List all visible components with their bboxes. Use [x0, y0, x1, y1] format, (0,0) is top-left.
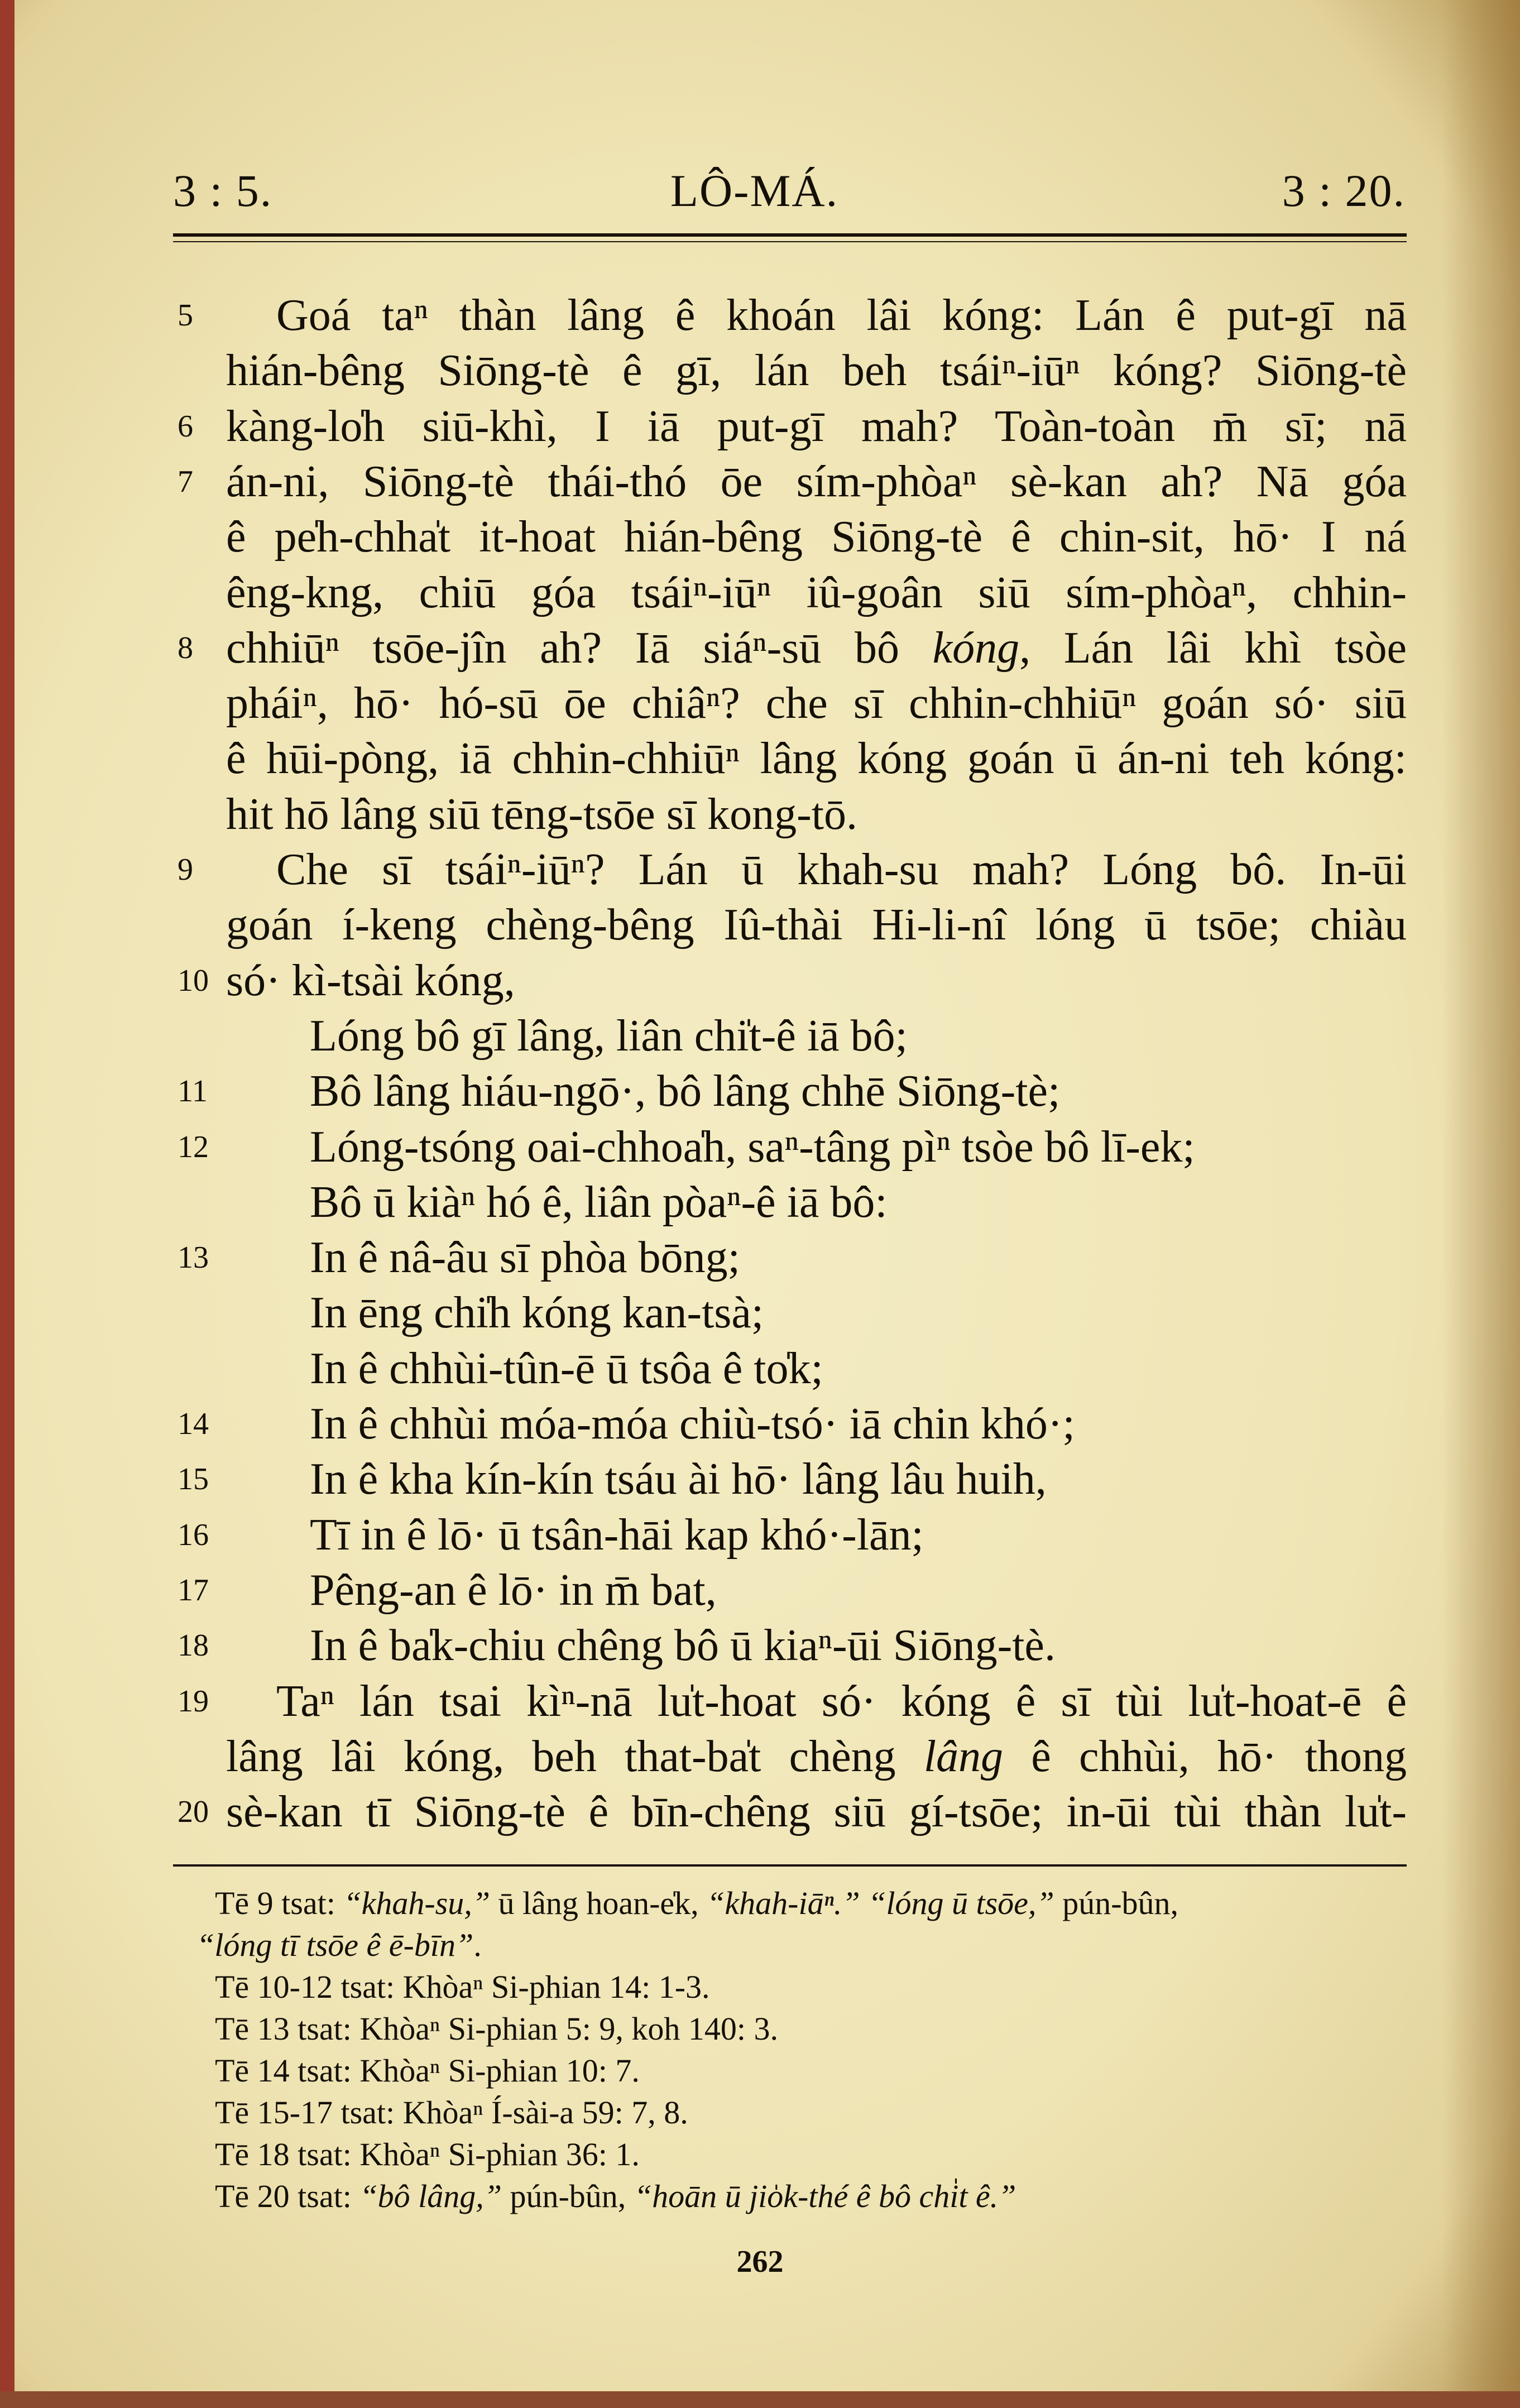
poetry-line [310, 1451, 1407, 1507]
footnote [215, 2133, 1407, 2175]
page-edge-left [0, 0, 15, 2408]
text-line [226, 842, 1407, 898]
footnote [196, 1924, 1388, 1966]
text-segment: Tē 10-12 tsat: Khòaⁿ Si-phian 14: 1-3. [215, 1969, 710, 2005]
text-line [226, 1729, 1407, 1785]
text-segment: In ê ba̍k-chiu chêng bô ū kiaⁿ-ūi Siōng-tè. [310, 1621, 1056, 1671]
text-line [226, 620, 1407, 676]
text-segment: só· kì-tsài kóng, [226, 956, 515, 1005]
text-segment: sè-kan tī Siōng-tè ê bīn-chêng siū gí-tsōe; in-ūi tùi thàn lu̍t- [226, 1787, 1407, 1837]
text-segment: Tē 14 tsat: Khòaⁿ Si-phian 10: 7. [215, 2052, 640, 2089]
footnote [215, 2175, 1407, 2217]
text-segment: Tē 18 tsat: Khòaⁿ Si-phian 36: 1. [215, 2136, 640, 2172]
text-segment: hián-bêng Siōng-tè ê gī, lán beh tsáiⁿ-iūⁿ kóng? Siōng-tè [226, 346, 1407, 396]
text-segment: ū lâng hoan-e̍k, [490, 1885, 707, 1921]
verse-number: 19 [178, 1683, 209, 1719]
text-segment: Lóng bô gī lâng, liân chi̍t-ê iā bô; [310, 1011, 908, 1061]
text-segment: Tē 9 tsat: [215, 1885, 344, 1921]
text-segment: Taⁿ lán tsai kìⁿ-nā lu̍t-hoat só· kóng ê sī tùi lu̍t-hoat-ē ê [276, 1676, 1407, 1726]
poetry-line [310, 1230, 1407, 1285]
italic-text: “lóng tī tsōe ê ē-bīn” [196, 1927, 474, 1963]
poetry-line [310, 1507, 1407, 1563]
text-segment: , Lán lâi khì tsòe [1019, 623, 1407, 673]
italic-text: lâng [923, 1731, 1004, 1781]
text-line [226, 399, 1407, 454]
footnote [215, 1882, 1407, 1924]
text-segment: chhiūⁿ tsōe-jîn ah? Iā siáⁿ-sū bô [226, 623, 933, 673]
text-segment [860, 1885, 869, 1921]
text-segment: Tē 13 tsat: Khòaⁿ Si-phian 5: 9, koh 140: 3. [215, 2011, 778, 2047]
page-number: 262 [736, 2244, 784, 2279]
verse-number: 6 [178, 409, 193, 444]
poetry-line [310, 1119, 1407, 1175]
poetry-line [310, 1008, 1407, 1064]
text-line [226, 897, 1407, 953]
text-segment: pún-bûn, [1054, 1885, 1179, 1921]
footnote [215, 2050, 1407, 2092]
text-line [226, 1784, 1407, 1840]
text-line [226, 509, 1407, 565]
poetry-line [310, 1562, 1407, 1618]
text-segment: êng-kng, chiū góa tsáiⁿ-iūⁿ iû-goân siū sím-phòaⁿ, chhin- [226, 568, 1407, 617]
poetry-line [310, 1341, 1407, 1397]
verse-number: 11 [178, 1074, 208, 1109]
italic-text: “lóng ū tsōe,” [868, 1885, 1054, 1921]
verse-number: 17 [178, 1572, 209, 1608]
italic-text: “khah-iāⁿ.” [707, 1885, 860, 1921]
verse-number: 9 [178, 852, 193, 887]
footnote [215, 1966, 1407, 2008]
footnote-rule [173, 1864, 1407, 1867]
text-segment: In ê chhùi móa-móa chiù-tsó· iā chin khó·; [310, 1399, 1075, 1448]
text-segment: ê pe̍h-chha̍t it-hoat hián-bêng Siōng-tè ê chin-sit, hō· I ná [226, 512, 1407, 562]
text-segment: Che sī tsáiⁿ-iūⁿ? Lán ū khah-su mah? Lóng bô. In-ūi [276, 845, 1407, 894]
verse-number: 5 [178, 298, 193, 333]
text-segment: Tē 20 tsat: [215, 2178, 360, 2214]
text-segment: Goá taⁿ thàn lâng ê khoán lâi kóng: Lán ê put-gī nā [276, 291, 1407, 340]
text-segment: In ê kha kín-kín tsáu ài hō· lâng lâu huih, [310, 1455, 1047, 1504]
italic-text: “khah-su,” [343, 1885, 490, 1921]
verse-number: 18 [178, 1628, 209, 1663]
poetry-line [310, 1618, 1407, 1673]
italic-text: “bô lâng,” [359, 2178, 502, 2214]
chapter-verse-end: 3 : 20. [1282, 165, 1406, 216]
verse-number: 13 [178, 1240, 209, 1275]
text-line [226, 786, 1407, 842]
verse-number: 16 [178, 1517, 209, 1552]
text-line [226, 454, 1407, 510]
text-line [226, 731, 1407, 786]
text-segment: In ê nâ-âu sī phòa bōng; [310, 1233, 740, 1283]
text-segment: In ê chhùi-tûn-ē ū tsôa ê to̍k; [310, 1344, 823, 1393]
text-segment: goán í-keng chèng-bêng Iû-thài Hi-li-nî lóng ū tsōe; chiàu [226, 900, 1407, 950]
text-segment: In ēng chi̍h kóng kan-tsà; [310, 1288, 764, 1338]
chapter-verse-start: 3 : 5. [173, 165, 273, 216]
poetry-line [310, 1396, 1407, 1452]
text-segment: Tī in ê lō· ū tsân-hāi kap khó·-lān; [310, 1510, 924, 1560]
text-segment: lâng lâi kóng, beh that-ba̍t chèng [226, 1731, 924, 1781]
text-segment: pún-bûn, [501, 2178, 634, 2214]
page-edge-shadow [1442, 0, 1520, 2408]
poetry-line [310, 1285, 1407, 1341]
verse-number: 10 [178, 963, 209, 998]
text-segment: Tē 15-17 tsat: Khòaⁿ Í-sài-a 59: 7, 8. [215, 2094, 688, 2131]
verse-number: 14 [178, 1407, 209, 1441]
verse-number: 7 [178, 464, 193, 499]
poetry-line [310, 1063, 1407, 1119]
text-segment: pháiⁿ, hō· hó-sū ōe chiâⁿ? che sī chhin-chhiūⁿ goán só· siū [226, 679, 1407, 728]
text-segment: Bô ū kiàⁿ hó ê, liân pòaⁿ-ê iā bô: [310, 1177, 888, 1227]
text-line [226, 1673, 1407, 1729]
header-rule [173, 233, 1407, 237]
text-segment: ê hūi-pòng, iā chhin-chhiūⁿ lâng kóng goán ū án-ni teh kóng: [226, 734, 1407, 784]
page-title: LÔ-MÁ. [670, 165, 839, 216]
footnote [215, 2008, 1407, 2050]
verse-number: 12 [178, 1129, 209, 1164]
text-line [226, 287, 1407, 343]
text-line [226, 675, 1407, 731]
text-segment: Lóng-tsóng oai-chhoa̍h, saⁿ-tâng pìⁿ tsòe bô lī-ek; [310, 1122, 1195, 1172]
italic-text: kóng [932, 623, 1020, 673]
verse-number: 15 [178, 1462, 209, 1497]
page-edge-bottom [0, 2391, 1520, 2408]
text-segment: Bô lâng hiáu-ngō·, bô lâng chhē Siōng-tè; [310, 1067, 1061, 1116]
footnote [215, 2092, 1407, 2133]
text-segment: Pêng-an ê lō· in m̄ bat, [310, 1565, 717, 1615]
verse-number: 20 [178, 1795, 209, 1830]
text-line [226, 343, 1407, 399]
text-line [226, 565, 1407, 621]
italic-text: “hoān ū jio̍k-thé ê bô chi̍t ê.” [634, 2178, 1016, 2214]
text-segment: án-ni, Siōng-tè thái-thó ōe sím-phòaⁿ sè-kan ah? Nā góa [226, 457, 1407, 506]
text-segment: hit hō lâng siū tēng-tsōe sī kong-tō. [226, 789, 858, 839]
text-line [226, 953, 1407, 1009]
poetry-line [310, 1174, 1407, 1230]
text-segment: ê chhùi, hō· thong [1003, 1731, 1407, 1781]
text-segment: . [473, 1927, 482, 1963]
text-segment: kàng-lo̍h siū-khì, I iā put-gī mah? Toàn-toàn m̄ sī; nā [226, 401, 1407, 451]
verse-number: 8 [178, 630, 193, 665]
header-rule-thin [173, 241, 1407, 242]
